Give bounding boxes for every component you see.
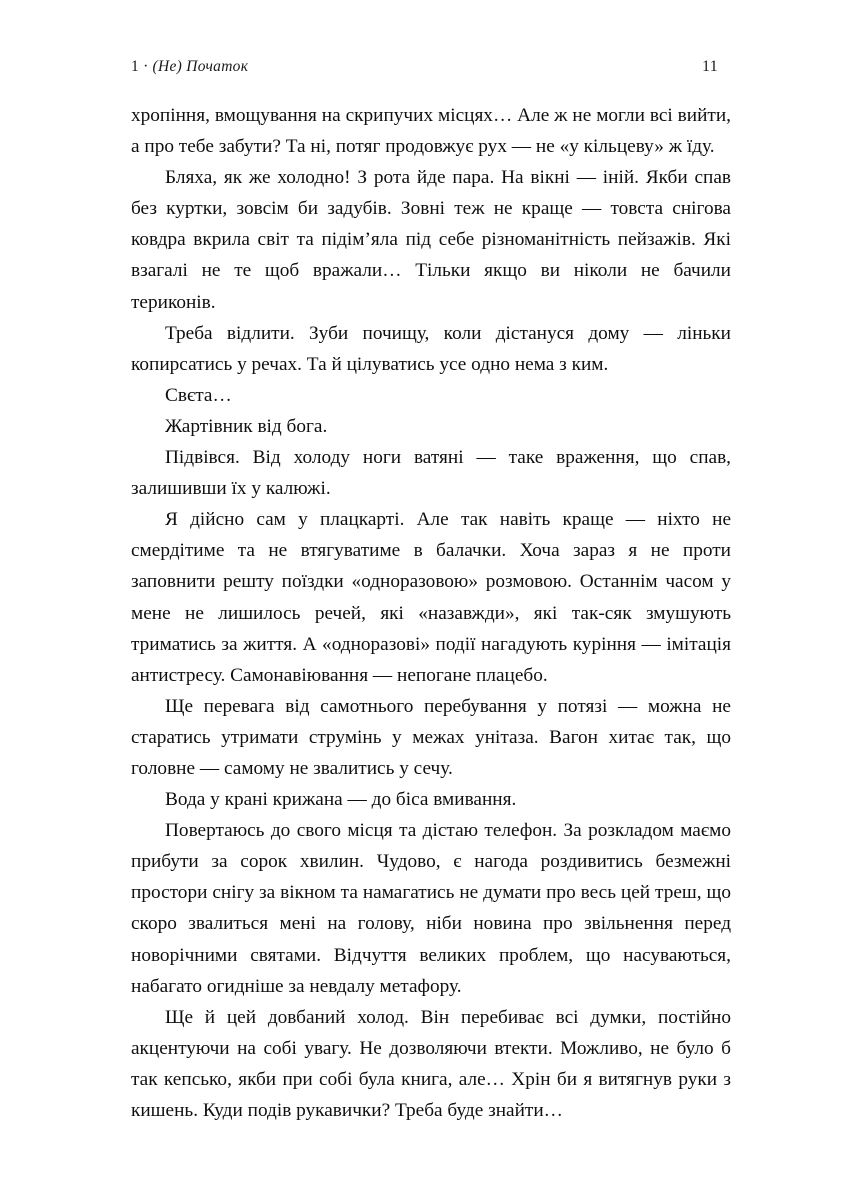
- running-head-chapter: [131, 58, 248, 76]
- running-head-chapter-number: 1: [131, 58, 140, 75]
- paragraph: Треба відлити. Зуби почищу, коли дістануся дому — ліньки копирсатись у речах. Та й цілуватись усе одно нема з ким.: [131, 322, 731, 375]
- running-head-chapter-title: (Не) Початок: [152, 58, 249, 75]
- paragraph: хропіння, вмощування на скрипучих місцях… Але ж не могли всі вийти, а про тебе забути? Та ні, потяг продовжує рух — не «у кільцеву» ж їду.: [131, 105, 731, 158]
- running-head: [131, 58, 718, 80]
- paragraph: Вода у крані крижана — до біса вмивання.: [165, 789, 517, 811]
- body-text: [131, 100, 731, 1126]
- paragraph: Свєта…: [165, 384, 232, 406]
- paragraph: Ще й цей довбаний холод. Він перебиває всі думки, постійно акцентуючи на собі увагу. Не дозволяючи втекти. Можливо, не було б так кепсько, якби при собі була книга, але… Хрін би я витягнув руки з кишень. Куди подів рукавички? Треба буде знайти…: [131, 1006, 731, 1121]
- paragraph: Бляха, як же холодно! З рота йде пара. На вікні — іній. Якби спав без куртки, зовсім би задубів. Зовні теж не краще — товста снігова ковдра вкрила світ та підім’яла під себе різноманітність пейзажів. Які взагалі не те щоб вражали… Тільки якщо ви ніколи не бачили териконів.: [131, 167, 731, 313]
- paragraph: Повертаюсь до свого місця та дістаю телефон. За розкладом маємо прибути за сорок хвилин. Чудово, є нагода роздивитись безмежні простори снігу за вікном та намагатись не думати про весь цей треш, що скоро звалиться мені на голову, ніби новина про звільнення перед новорічними святами. Відчуття великих проблем, що насуваються, набагато огидніше за невдалу метафору.: [131, 820, 731, 997]
- paragraph: Підвівся. Від холоду ноги ватяні — таке враження, що спав, залишивши їх у калюжі.: [131, 447, 731, 500]
- paragraph: Ще перевага від самотнього перебування у потязі — можна не старатись утримати струмінь у межах унітаза. Вагон хитає так, що головне — самому не звалитись у сечу.: [131, 695, 731, 779]
- running-head-separator: ·: [143, 58, 149, 75]
- paragraph: Я дійсно сам у плацкарті. Але так навіть краще — ніхто не смердітиме та не втягуватиме в балачки. Хоча зараз я не проти заповнити решту поїздки «одноразовою» розмовою. Останнім часом у мене не лишилось речей, які «назавжди», які так-сяк змушують триматись за життя. А «одноразові» події нагадують куріння — імітація антистресу. Самонавіювання — непогане плацебо.: [131, 509, 731, 686]
- page-number: 11: [701, 58, 718, 75]
- paragraph: Жартівник від бога.: [165, 415, 328, 437]
